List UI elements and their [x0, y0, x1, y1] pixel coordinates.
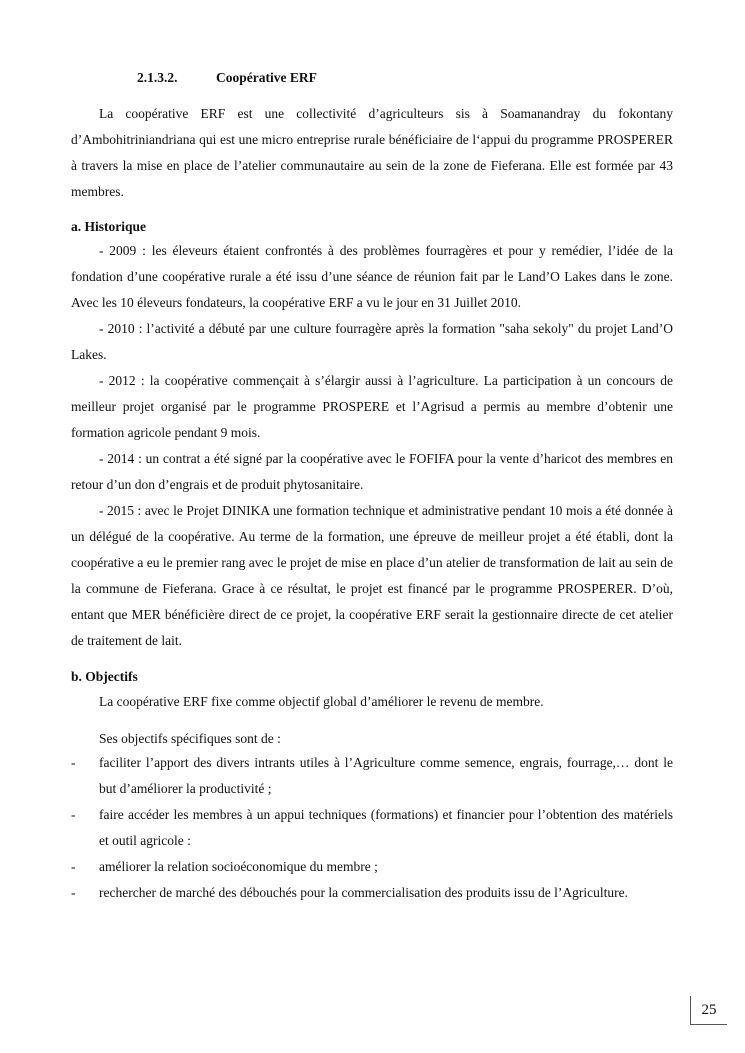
section-number: 2.1.3.2.	[137, 70, 178, 85]
historique-heading: a. Historique	[71, 219, 147, 234]
historique-item-2015: - 2015 : avec le Projet DINIKA une formation technique et administrative pendant 10 mois a été donnée à un délégué de la coopérative. Au terme de la formation, une épreuve de meilleur projet a été établi, dont la coopérative a eu le premier rang avec le projet de mise en place d’un atelier de transformation de lait au sein de la commune de Fieferana. Grace à ce résultat, le projet est financé par le programme PROSPERER. D’où, entant que MER bénéficière direct de ce projet, la coopérative ERF serait la gestionnaire directe de cet atelier de traitement de lait.	[71, 503, 673, 648]
objectif-item	[71, 854, 673, 880]
list-dash: -	[71, 807, 76, 822]
objectifs-heading: b. Objectifs	[71, 669, 138, 684]
historique-list	[71, 238, 673, 654]
historique-item-2009: - 2009 : les éleveurs étaient confrontés à des problèmes fourragères et pour y remédier, l’idée de la fondation d’une coopérative rurale a été issu d’une séance de réunion fait par le Land’O Lakes dans le zone. Avec les 10 éleveurs fondateurs, la coopérative ERF a vu le jour en 31 Juillet 2010.	[71, 243, 673, 310]
objectifs-specifiques-intro: Ses objectifs spécifiques sont de :	[99, 731, 281, 746]
historique-item-2010: - 2010 : l’activité a débuté par une culture fourragère après la formation "saha sekoly" du projet Land’O Lakes.	[71, 321, 673, 362]
list-dash: -	[71, 885, 76, 900]
historique-item-2014: - 2014 : un contrat a été signé par la coopérative avec le FOFIFA pour la vente d’haricot des membres en retour d’un don d’engrais et de produit phytosanitaire.	[71, 451, 673, 492]
objectif-item-text: améliorer la relation socioéconomique du membre ;	[99, 859, 378, 874]
objectif-item	[71, 880, 673, 906]
objectif-item	[71, 750, 673, 802]
list-dash: -	[71, 859, 76, 874]
intro-paragraph: La coopérative ERF est une collectivité d’agriculteurs sis à Soamanandray du fokontany d’Ambohitriniandriana qui est une micro entreprise rurale bénéficiaire de l‘appui du programme PROSPERER à travers la mise en place de l’atelier communautaire au sein de la zone de Fieferana. Elle est formée par 43 membres.	[71, 106, 673, 199]
objectif-item-text: faciliter l’apport des divers intrants utiles à l’Agriculture comme semence, engrais, fourrage,… dont le but d’améliorer la productivité ;	[99, 755, 673, 796]
historique-item-2012: - 2012 : la coopérative commençait à s’élargir aussi à l’agriculture. La participation à un concours de meilleur projet organisé par le programme PROSPERE et l’Agrisud a permis au membre d’obtenir une formation agricole pendant 9 mois.	[71, 373, 673, 440]
objectif-item	[71, 802, 673, 854]
objectif-global: La coopérative ERF fixe comme objectif global d’améliorer le revenu de membre.	[99, 694, 544, 709]
objectif-item-text: faire accéder les membres à un appui techniques (formations) et financier pour l’obtention des matériels et outil agricole :	[99, 807, 673, 848]
objectif-item-text: rechercher de marché des débouchés pour la commercialisation des produits issu de l’Agriculture.	[99, 885, 628, 900]
list-dash: -	[71, 755, 76, 770]
page-number: 25	[690, 996, 727, 1025]
section-heading	[137, 70, 317, 86]
section-title: Coopérative ERF	[216, 70, 317, 85]
